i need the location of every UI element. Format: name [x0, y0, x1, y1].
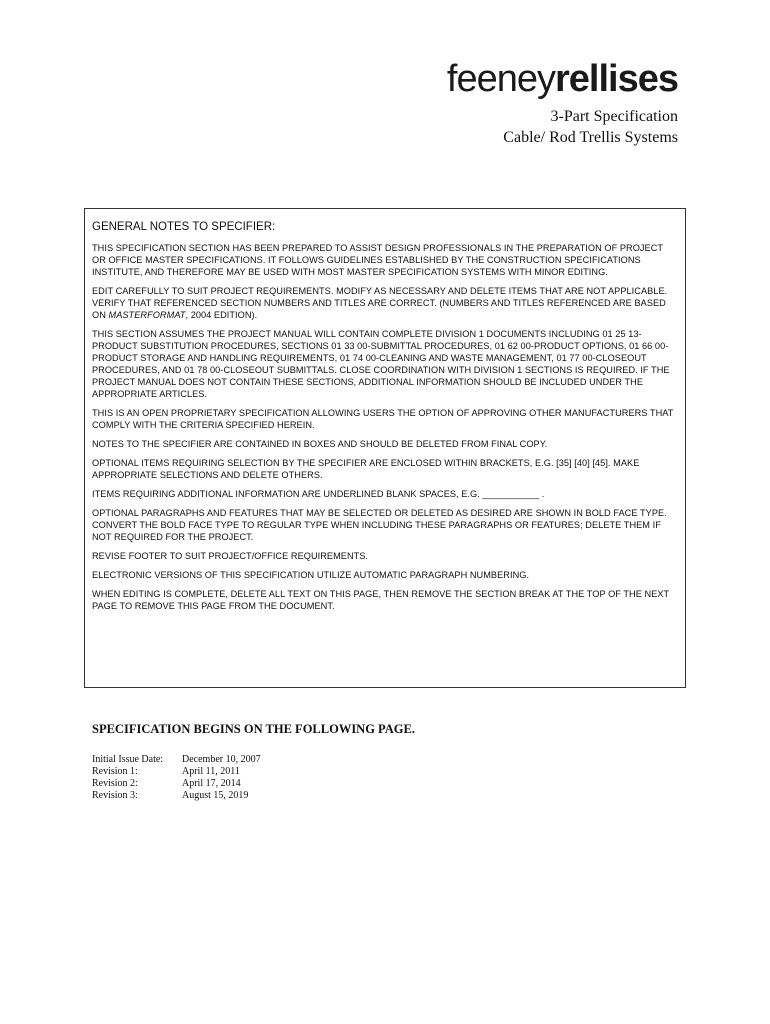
revision-history [92, 754, 261, 802]
revision-row [92, 766, 261, 778]
note-italic-text: MASTERFORMAT [108, 310, 186, 320]
revision-row [92, 778, 261, 790]
note-paragraph [92, 285, 679, 321]
revision-label: Revision 3: [92, 790, 138, 801]
note-paragraph: WHEN EDITING IS COMPLETE, DELETE ALL TEXT ON THIS PAGE, THEN REMOVE THE SECTION BREAK AT THE TOP OF THE NEXT PAGE TO REMOVE THIS PAGE FROM THE DOCUMENT. [92, 589, 670, 611]
note-paragraph: OPTIONAL PARAGRAPHS AND FEATURES THAT MAY BE SELECTED OR DELETED AS DESIRED ARE SHOWN IN BOLD FACE TYPE. CONVERT THE BOLD FACE TYPE TO REGULAR TYPE WHEN INCLUDING THESE PARAGRAPHS OR FEATURES; DELETE THEM IF NOT REQUIRED FOR THE PROJECT. [92, 508, 667, 542]
note-paragraph: NOTES TO THE SPECIFIER ARE CONTAINED IN BOXES AND SHOULD BE DELETED FROM FINAL COPY. [92, 439, 548, 449]
revision-row [92, 790, 261, 802]
note-paragraph: ELECTRONIC VERSIONS OF THIS SPECIFICATION UTILIZE AUTOMATIC PARAGRAPH NUMBERING. [92, 570, 530, 580]
note-text: , 2004 EDITION). [185, 310, 258, 320]
revision-label: Initial Issue Date: [92, 754, 164, 765]
revision-date: April 17, 2014 [182, 778, 241, 789]
note-paragraph: THIS SPECIFICATION SECTION HAS BEEN PREPARED TO ASSIST DESIGN PROFESSIONALS IN THE PREPARATION OF PROJECT OR OFFICE MASTER SPECIFICATIONS. IT FOLLOWS GUIDELINES ESTABLISHED BY THE CONSTRUCTION SPECIFICATIONS INSTITUTE, AND THEREFORE MAY BE USED WITH MOST MASTER SPECIFICATION SYSTEMS WITH MINOR EDITING. [92, 243, 663, 277]
logo-text-regular: feeney [446, 58, 555, 100]
specification-begins-heading: SPECIFICATION BEGINS ON THE FOLLOWING PAGE. [92, 722, 415, 736]
note-paragraph: ITEMS REQUIRING ADDITIONAL INFORMATION ARE UNDERLINED BLANK SPACES, E.G. ___________ . [92, 489, 545, 499]
note-paragraph: OPTIONAL ITEMS REQUIRING SELECTION BY THE SPECIFIER ARE ENCLOSED WITHIN BRACKETS, E.G. [35] [40] [45]. MAKE APPROPRIATE SELECTIONS AND DELETE OTHERS. [92, 458, 640, 480]
revision-date: April 11, 2011 [182, 766, 240, 777]
specifier-notes-box [84, 208, 686, 688]
revision-row [92, 754, 261, 766]
note-paragraph: REVISE FOOTER TO SUIT PROJECT/OFFICE REQUIREMENTS. [92, 551, 369, 561]
logo-text-bold: rellises [555, 58, 678, 100]
revision-label: Revision 2: [92, 778, 138, 789]
note-paragraph: THIS IS AN OPEN PROPRIETARY SPECIFICATION ALLOWING USERS THE OPTION OF APPROVING OTHER MANUFACTURERS THAT COMPLY WITH THE CRITERIA SPECIFIED HEREIN. [92, 408, 674, 430]
note-text: EDIT CAREFULLY TO SUIT PROJECT REQUIREMENTS. MODIFY AS NECESSARY AND DELETE ITEMS THAT ARE NOT APPLICABLE. VERIFY THAT REFERENCED SECTION NUMBERS AND TITLES ARE CORRECT. (NUMBERS AND TITLES REFERENCED ARE BASED ON [92, 286, 668, 320]
revision-date: December 10, 2007 [182, 754, 261, 765]
revision-date: August 15, 2019 [182, 790, 249, 801]
doc-subtitle-type: 3-Part Specification [550, 108, 678, 125]
doc-subtitle-product: Cable/ Rod Trellis Systems [503, 129, 678, 146]
company-logo [447, 60, 678, 98]
revision-label: Revision 1: [92, 766, 138, 777]
note-paragraph: THIS SECTION ASSUMES THE PROJECT MANUAL WILL CONTAIN COMPLETE DIVISION 1 DOCUMENTS INCLUDING 01 25 13-PRODUCT SUBSTITUTION PROCEDURES, SECTIONS 01 33 00-SUBMITTAL PROCEDURES, 01 62 00-PRODUCT OPTIONS, 01 66 00-PRODUCT STORAGE AND HANDLING REQUIREMENTS, 01 74 00-CLEANING AND WASTE MANAGEMENT, 01 77 00-CLOSEOUT PROCEDURES, AND 01 78 00-CLOSEOUT SUBMITTALS. CLOSE COORDINATION WITH DIVISION 1 SECTIONS IS REQUIRED. IF THE PROJECT MANUAL DOES NOT CONTAIN THESE SECTIONS, ADDITIONAL INFORMATION SHOULD BE INCLUDED UNDER THE APPROPRIATE ARTICLES. [92, 329, 670, 399]
notes-title: GENERAL NOTES TO SPECIFIER: [92, 221, 276, 233]
